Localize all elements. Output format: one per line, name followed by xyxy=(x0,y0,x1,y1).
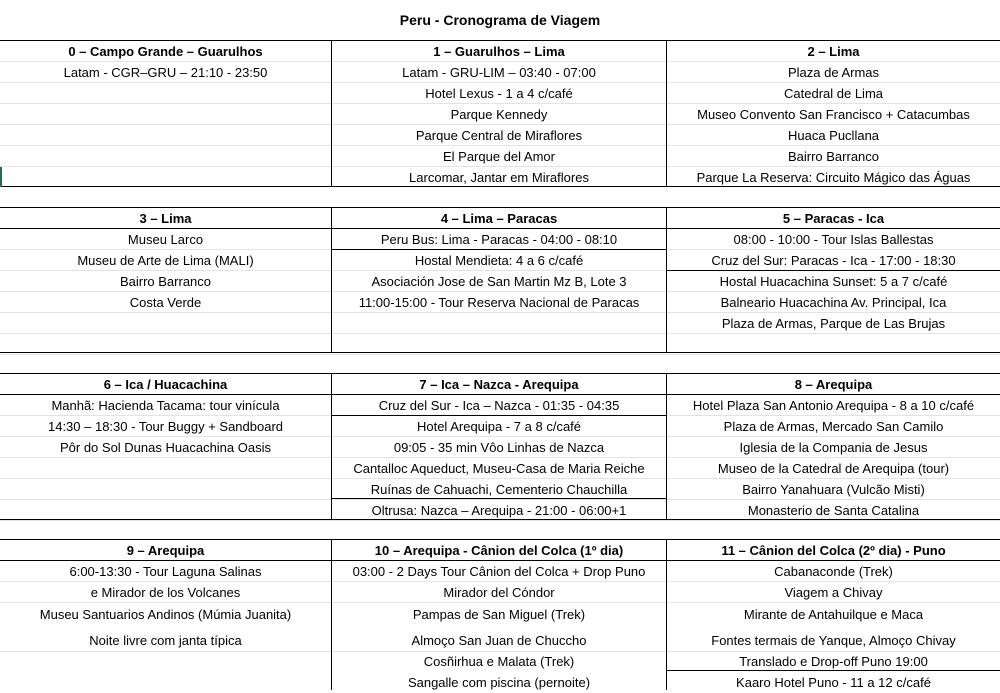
itinerary-row xyxy=(0,271,1000,292)
itinerary-cell[interactable]: 6:00-13:30 - Tour Laguna Salinas xyxy=(69,564,262,579)
day-header[interactable]: 2 – Lima xyxy=(807,44,860,59)
itinerary-row xyxy=(0,62,1000,83)
itinerary-cell[interactable]: Mirante de Antahuilque e Maca xyxy=(743,607,924,622)
itinerary-cell[interactable]: Larcomar, Jantar em Miraflores xyxy=(409,170,589,185)
itinerary-row xyxy=(0,313,1000,334)
table-border xyxy=(0,394,1000,395)
day-header-row xyxy=(0,208,1000,229)
day-header[interactable]: 1 – Guarulhos – Lima xyxy=(433,44,565,59)
table-border xyxy=(0,560,1000,561)
itinerary-cell[interactable]: Viagem a Chivay xyxy=(784,585,883,600)
day-header[interactable]: 5 – Paracas - Ica xyxy=(782,211,885,226)
itinerary-cell[interactable]: Oltrusa: Nazca – Arequipa - 21:00 - 06:00+1 xyxy=(371,503,627,518)
itinerary-row xyxy=(0,500,1000,521)
itinerary-cell[interactable]: Balneario Huacachina Av. Principal, Ica xyxy=(720,295,947,310)
itinerary-cell[interactable]: 09:05 - 35 min Vôo Linhas de Nazca xyxy=(393,440,605,455)
itinerary-cell[interactable]: Hotel Plaza San Antonio Arequipa - 8 a 10 c/café xyxy=(692,398,975,413)
table-border xyxy=(0,228,1000,229)
itinerary-row xyxy=(0,630,1000,651)
day-header-row xyxy=(0,41,1000,62)
cell-border xyxy=(667,270,1000,271)
itinerary-cell[interactable]: Kaaro Hotel Puno - 11 a 12 c/café xyxy=(736,675,931,690)
itinerary-cell[interactable]: Ruínas de Cahuachi, Cementerio Chauchilla xyxy=(370,482,628,497)
itinerary-cell[interactable]: Museo Convento San Francisco + Catacumbas xyxy=(697,107,970,122)
itinerary-cell[interactable]: Pampas de San Miguel (Trek) xyxy=(412,607,586,622)
itinerary-cell[interactable]: 03:00 - 2 Days Tour Cânion del Colca + Drop Puno xyxy=(352,564,646,579)
itinerary-cell[interactable]: Plaza de Armas, Parque de Las Brujas xyxy=(721,316,946,331)
column-border xyxy=(331,373,332,520)
itinerary-cell[interactable]: Iglesia de la Compania de Jesus xyxy=(739,440,928,455)
itinerary-cell[interactable]: Latam - GRU-LIM – 03:40 - 07:00 xyxy=(402,65,596,80)
itinerary-cell[interactable]: Cosñirhua e Malata (Trek) xyxy=(423,654,575,669)
itinerary-cell[interactable]: 11:00-15:00 - Tour Reserva Nacional de Paracas xyxy=(358,295,640,310)
itinerary-cell[interactable]: Pôr do Sol Dunas Huacachina Oasis xyxy=(59,440,271,455)
itinerary-cell[interactable]: Museu Larco xyxy=(127,232,204,247)
column-border xyxy=(331,40,332,187)
column-border xyxy=(666,373,667,520)
day-header[interactable]: 8 – Arequipa xyxy=(794,377,873,392)
itinerary-cell[interactable]: Hotel Arequipa - 7 a 8 c/café xyxy=(416,419,582,434)
itinerary-cell[interactable]: Plaza de Armas, Mercado San Camilo xyxy=(723,419,944,434)
itinerary-cell[interactable]: Museu Santuarios Andinos (Múmia Juanita) xyxy=(39,607,292,622)
cell-border xyxy=(332,415,666,416)
itinerary-row xyxy=(0,561,1000,582)
itinerary-cell[interactable]: Catedral de Lima xyxy=(784,86,883,101)
itinerary-cell[interactable]: Museu de Arte de Lima (MALI) xyxy=(77,253,254,268)
itinerary-row xyxy=(0,458,1000,479)
itinerary-row xyxy=(0,582,1000,603)
itinerary-row xyxy=(0,83,1000,104)
itinerary-row xyxy=(0,292,1000,313)
itinerary-cell[interactable]: 08:00 - 10:00 - Tour Islas Ballestas xyxy=(733,232,934,247)
itinerary-cell[interactable]: Parque Central de Miraflores xyxy=(415,128,583,143)
itinerary-row xyxy=(0,604,1000,625)
table-border xyxy=(0,186,1000,187)
itinerary-cell[interactable]: Parque La Reserva: Circuito Mágico das Águas xyxy=(696,170,971,185)
cell-border xyxy=(332,249,666,250)
itinerary-cell[interactable]: Sangalle com piscina (pernoite) xyxy=(407,675,591,690)
column-border xyxy=(331,207,332,353)
column-border xyxy=(331,539,332,690)
itinerary-cell[interactable]: Translado e Drop-off Puno 19:00 xyxy=(739,654,928,669)
itinerary-row xyxy=(0,125,1000,146)
itinerary-cell[interactable]: Cabanaconde (Trek) xyxy=(774,564,893,579)
day-header[interactable]: 11 – Cânion del Colca (2º dia) - Puno xyxy=(721,543,946,558)
day-header-row xyxy=(0,540,1000,561)
day-header[interactable]: 10 – Arequipa - Cânion del Colca (1º dia) xyxy=(374,543,624,558)
itinerary-row xyxy=(0,229,1000,250)
itinerary-cell[interactable]: Plaza de Armas xyxy=(787,65,880,80)
table-border xyxy=(0,519,1000,520)
itinerary-cell[interactable]: Fontes termais de Yanque, Almoço Chivay xyxy=(711,633,956,648)
day-header[interactable]: 6 – Ica / Huacachina xyxy=(103,377,228,392)
itinerary-cell[interactable]: Almoço San Juan de Chuccho xyxy=(411,633,587,648)
itinerary-cell[interactable]: Noite livre com janta típica xyxy=(89,633,242,648)
itinerary-cell[interactable]: Cantalloc Aqueduct, Museu-Casa de Maria Reiche xyxy=(353,461,645,476)
itinerary-cell[interactable]: Costa Verde xyxy=(129,295,202,310)
day-header[interactable]: 4 – Lima – Paracas xyxy=(440,211,558,226)
cell-border xyxy=(332,498,666,499)
itinerary-cell[interactable]: Huaca Pucllana xyxy=(787,128,880,143)
itinerary-row xyxy=(0,651,1000,672)
table-border xyxy=(0,539,1000,540)
itinerary-cell[interactable]: Peru Bus: Lima - Paracas - 04:00 - 08:10 xyxy=(380,232,618,247)
itinerary-cell[interactable]: Hostal Mendieta: 4 a 6 c/café xyxy=(414,253,584,268)
itinerary-cell[interactable]: Manhã: Hacienda Tacama: tour vinícula xyxy=(51,398,280,413)
table-border xyxy=(0,207,1000,208)
day-header[interactable]: 0 – Campo Grande – Guarulhos xyxy=(68,44,263,59)
column-border xyxy=(666,539,667,690)
day-header[interactable]: 7 – Ica – Nazca - Arequipa xyxy=(419,377,579,392)
itinerary-cell[interactable]: El Parque del Amor xyxy=(442,149,555,164)
column-border xyxy=(666,207,667,353)
active-cell-marker xyxy=(0,167,2,187)
itinerary-row xyxy=(0,416,1000,437)
itinerary-row xyxy=(0,479,1000,500)
table-border xyxy=(0,40,1000,41)
column-border xyxy=(666,40,667,187)
sheet-title: Peru - Cronograma de Viagem xyxy=(399,12,601,28)
itinerary-row xyxy=(0,250,1000,271)
itinerary-cell[interactable]: e Mirador de los Volcanes xyxy=(90,585,241,600)
itinerary-cell[interactable]: Cruz del Sur: Paracas - Ica - 17:00 - 18:30 xyxy=(711,253,956,268)
cell-border xyxy=(667,670,1000,671)
itinerary-row xyxy=(0,395,1000,416)
itinerary-cell[interactable]: Latam - CGR–GRU – 21:10 - 23:50 xyxy=(63,65,268,80)
day-header[interactable]: 9 – Arequipa xyxy=(126,543,205,558)
itinerary-cell[interactable]: 14:30 – 18:30 - Tour Buggy + Sandboard xyxy=(47,419,284,434)
day-header[interactable]: 3 – Lima xyxy=(139,211,192,226)
gridline xyxy=(0,354,1000,355)
itinerary-cell[interactable]: Museo de la Catedral de Arequipa (tour) xyxy=(717,461,950,476)
itinerary-cell[interactable]: Mirador del Cóndor xyxy=(443,585,555,600)
itinerary-cell[interactable]: Bairro Barranco xyxy=(787,149,880,164)
table-border xyxy=(0,373,1000,374)
itinerary-cell[interactable]: Asociación Jose de San Martin Mz B, Lote 3 xyxy=(371,274,627,289)
itinerary-cell[interactable]: Cruz del Sur - Ica – Nazca - 01:35 - 04:35 xyxy=(378,398,620,413)
itinerary-cell[interactable]: Hostal Huacachina Sunset: 5 a 7 c/café xyxy=(719,274,948,289)
itinerary-row xyxy=(0,437,1000,458)
itinerary-cell[interactable]: Bairro Barranco xyxy=(119,274,212,289)
itinerary-row xyxy=(0,104,1000,125)
itinerary-cell[interactable]: Parque Kennedy xyxy=(450,107,548,122)
itinerary-cell[interactable]: Bairro Yanahuara (Vulcão Misti) xyxy=(742,482,925,497)
itinerary-cell[interactable]: Monasterio de Santa Catalina xyxy=(747,503,920,518)
itinerary-cell[interactable]: Hotel Lexus - 1 a 4 c/café xyxy=(425,86,573,101)
itinerary-row xyxy=(0,146,1000,167)
itinerary-row xyxy=(0,167,1000,188)
day-header-row xyxy=(0,374,1000,395)
table-border xyxy=(0,352,1000,353)
